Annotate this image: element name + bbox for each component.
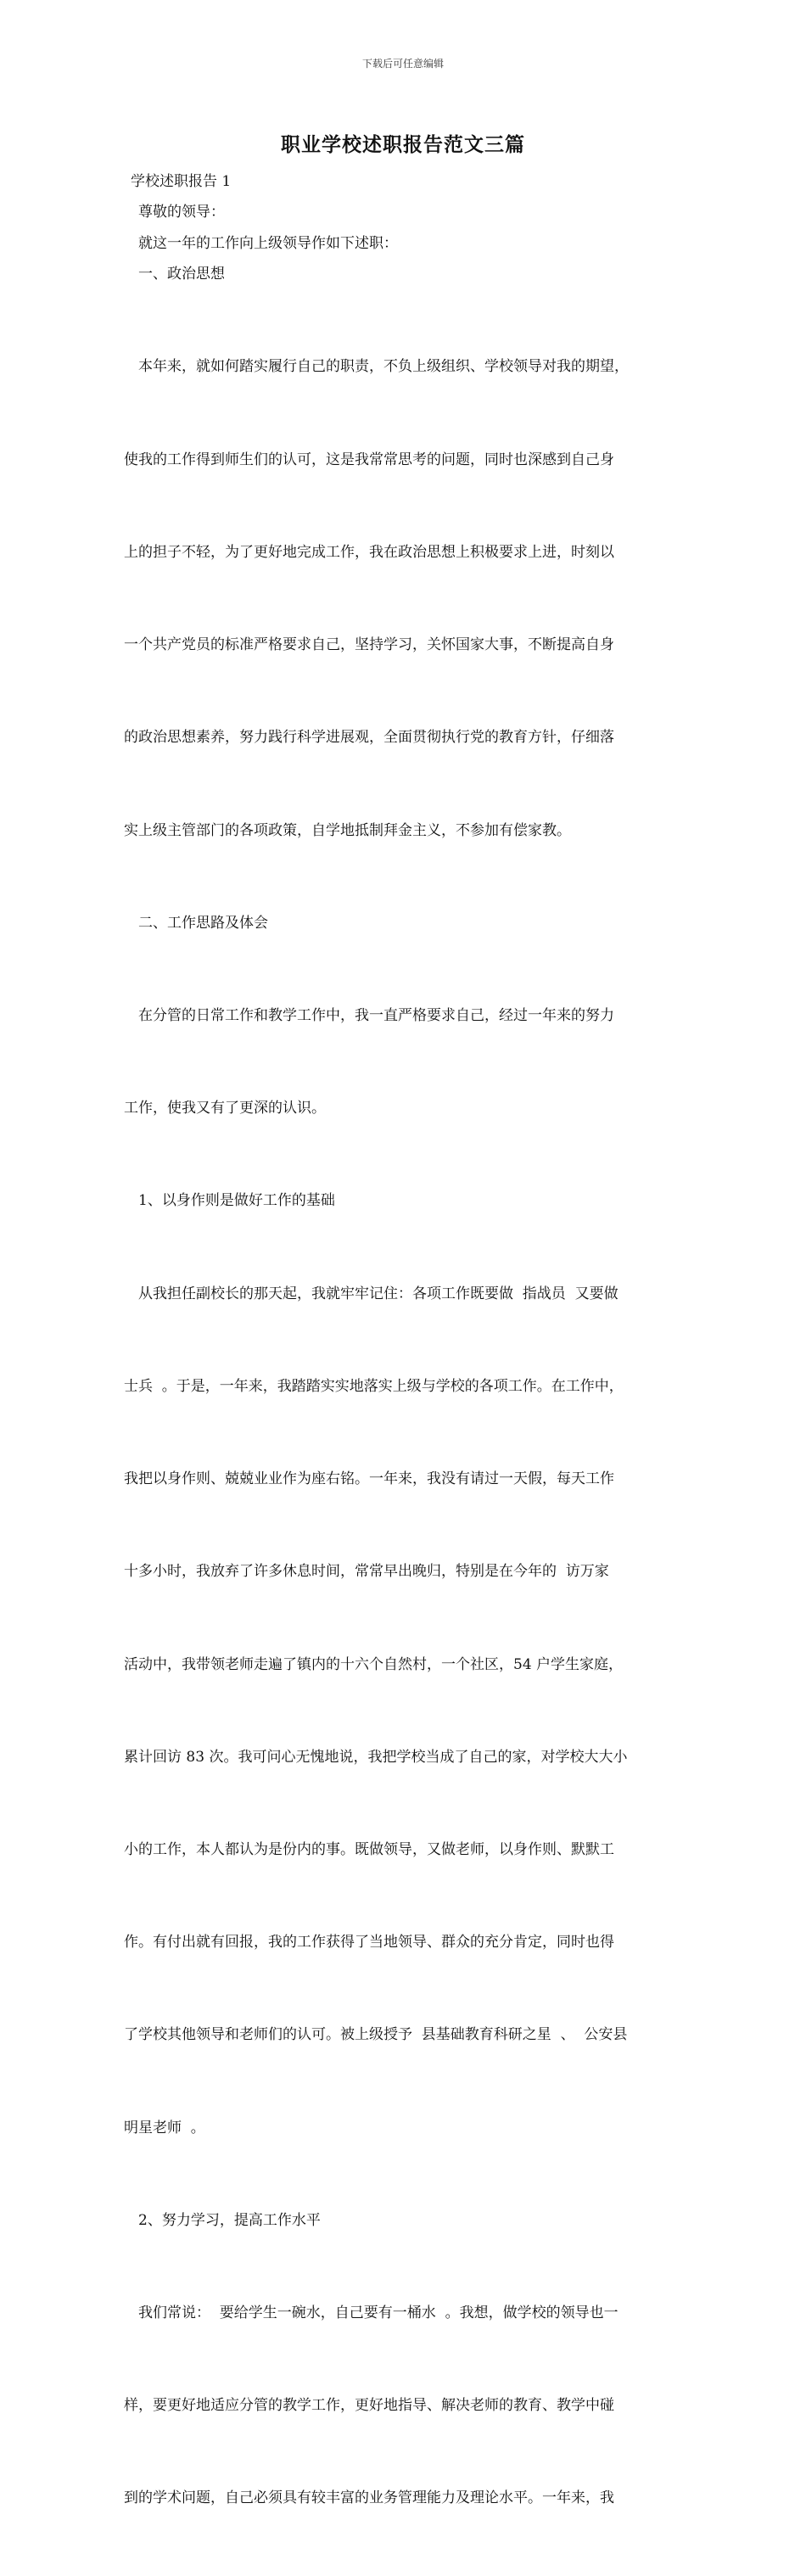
paragraph-line: 样，要更好地适应分管的教学工作，更好地指导、解决老师的教育、教学中碰 [124,2397,614,2415]
paragraph-line: 从我担任副校长的那天起，我就牢牢记住：各项工作既要做 指战员 又要做 [138,1285,618,1302]
report-subtitle: 学校述职报告 1 [131,173,232,190]
subsection-heading-1: 1、以身作则是做好工作的基础 [138,1192,335,1210]
paragraph-line: 小的工作，本人都认为是份内的事。既做领导，又做老师，以身作则、默默工 [124,1840,614,1858]
subsection-heading-2: 2、努力学习，提高工作水平 [138,2211,321,2229]
header-note: 下载后可任意编辑 [361,58,444,70]
paragraph-line: 作。有付出就有回报，我的工作获得了当地领导、群众的充分肯定，同时也得 [124,1934,614,1952]
subsection-paragraph-2 [124,2236,689,2575]
paragraph-line: 明星老师 。 [124,2119,205,2136]
paragraph-line: 使我的工作得到师生们的认可，这是我常常思考的问题，同时也深感到自己身 [124,451,614,468]
subsection-paragraph-1 [124,1217,689,2205]
paragraph-line: 累计回访 83 次。我可问心无愧地说，我把学校当成了自己的家，对学校大大小 [124,1748,628,1766]
document-body [124,166,689,2576]
paragraph-line: 我把以身作则、兢兢业业作为座右铭。一年来，我没有请过一天假，每天工作 [124,1470,614,1488]
greeting: 尊敬的领导： [138,204,225,221]
paragraph-line: 十多小时，我放弃了许多休息时间，常常早出晚归，特别是在今年的 访万家 [124,1563,609,1581]
paragraph-line: 的政治思想素养，努力践行科学进展观，全面贯彻执行党的教育方针，仔细落 [124,729,614,747]
intro-paragraph: 就这一年的工作向上级领导作如下述职： [138,234,398,252]
section-paragraph-1 [124,290,689,908]
paragraph-line: 上的担子不轻，为了更好地完成工作，我在政治思想上积极要求上进，时刻以 [124,543,614,561]
paragraph-line: 我们常说： 要给学生一碗水，自己要有一桶水 。我想，做学校的领导也一 [138,2304,618,2322]
section-heading-1: 一、政治思想 [138,266,225,283]
paragraph-line: 一个共产党员的标准严格要求自己，坚持学习，关怀国家大事，不断提高自身 [124,636,614,654]
paragraph-line: 在分管的日常工作和教学工作中，我一直严格要求自己，经过一年来的努力 [138,1006,614,1024]
paragraph-line: 士兵 。于是，一年来，我踏踏实实地落实上级与学校的各项工作。在工作中， [124,1377,624,1395]
paragraph-line: 本年来，就如何踏实履行自己的职责，不负上级组织、学校领导对我的期望， [138,358,629,376]
section-paragraph-2 [124,938,689,1185]
paragraph-line: 了学校其他领导和老师们的认可。被上级授予 县基础教育科研之星 、 公安县 [124,2026,628,2044]
paragraph-line: 工作，使我又有了更深的认识。 [124,1100,326,1117]
paragraph-line: 活动中，我带领老师走遍了镇内的十六个自然村，一个社区，54 户学生家庭， [124,1655,624,1673]
section-heading-2: 二、工作思路及体会 [138,914,268,932]
paragraph-line: 到的学术问题，自己必须具有较丰富的业务管理能力及理论水平。一年来，我 [124,2489,614,2507]
paragraph-line: 实上级主管部门的各项政策，自学地抵制拜金主义，不参加有偿家教。 [124,821,571,839]
document-title: 职业学校述职报告范文三篇 [281,133,525,156]
